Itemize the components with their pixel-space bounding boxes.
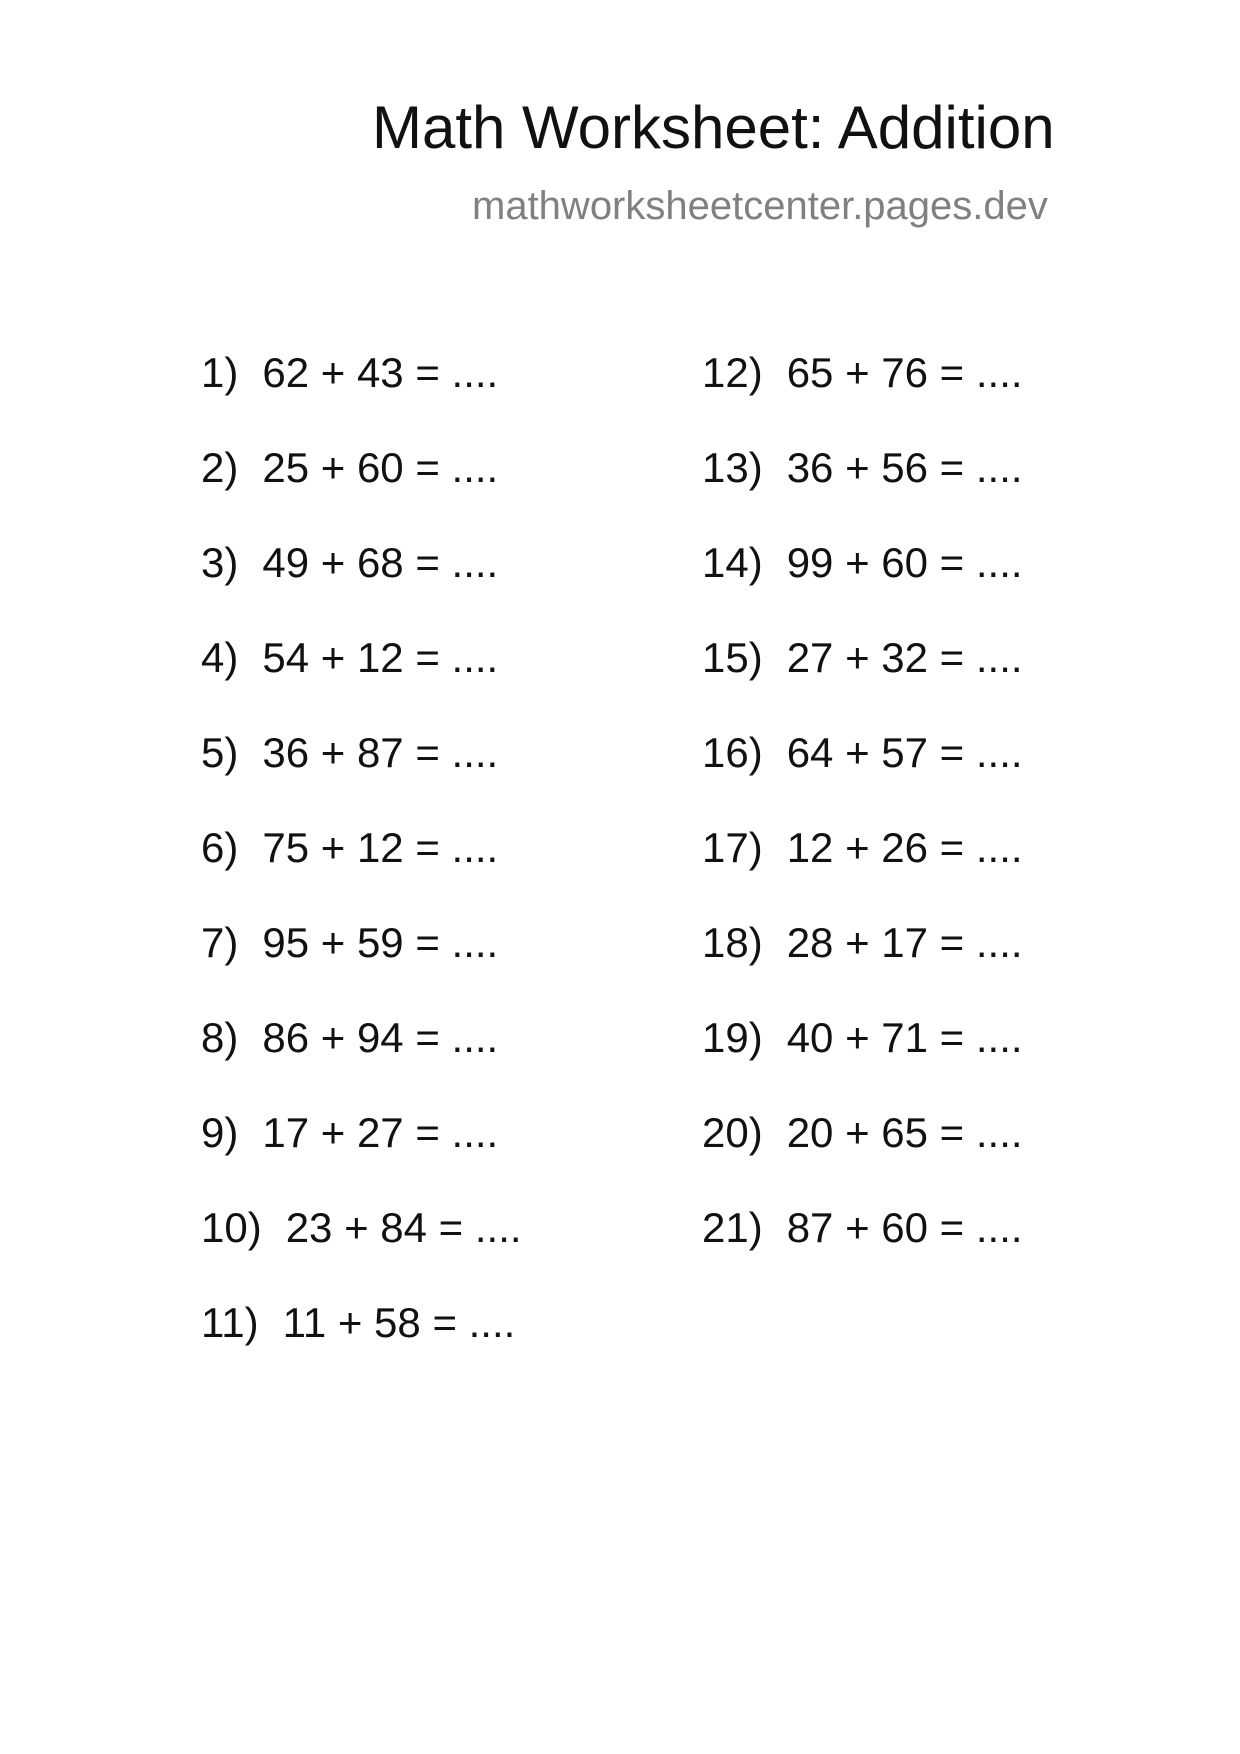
problem-item [201,1204,522,1302]
problems-right-column [702,349,1023,1302]
problem-item [702,1014,1023,1112]
problem-number: 16) [702,729,763,776]
problem-item [201,824,522,922]
problem-item [201,349,522,447]
problem-item [702,1109,1023,1207]
problem-number: 19) [702,1014,763,1061]
problem-item [201,539,522,637]
worksheet-source: mathworksheetcenter.pages.dev [472,184,1048,228]
problem-expression: 36 + 87 = .... [262,729,499,776]
problem-item [201,634,522,732]
problem-expression: 95 + 59 = .... [262,919,499,966]
problem-expression: 28 + 17 = .... [786,919,1023,966]
problem-item [201,919,522,1017]
problem-number: 17) [702,824,763,871]
problem-number: 20) [702,1109,763,1156]
problem-number: 6) [201,824,239,871]
problem-number: 14) [702,539,763,586]
problem-number: 18) [702,919,763,966]
problem-expression: 40 + 71 = .... [786,1014,1023,1061]
problem-expression: 54 + 12 = .... [262,634,499,681]
problem-expression: 86 + 94 = .... [262,1014,499,1061]
problem-expression: 25 + 60 = .... [262,444,499,491]
problems-left-column [201,349,522,1397]
problem-number: 9) [201,1109,239,1156]
problem-expression: 27 + 32 = .... [786,634,1023,681]
problem-item [702,1204,1023,1302]
problem-number: 11) [201,1299,259,1346]
problem-number: 10) [201,1204,262,1251]
problem-item [702,634,1023,732]
problem-expression: 65 + 76 = .... [786,349,1023,396]
problem-item [201,1014,522,1112]
problem-number: 3) [201,539,239,586]
problem-item [201,444,522,542]
problem-item [201,1299,522,1397]
problem-expression: 20 + 65 = .... [786,1109,1023,1156]
problem-number: 12) [702,349,763,396]
problem-expression: 62 + 43 = .... [262,349,499,396]
problem-number: 2) [201,444,239,491]
problem-expression: 36 + 56 = .... [786,444,1023,491]
problem-number: 15) [702,634,763,681]
problem-expression: 75 + 12 = .... [262,824,499,871]
problem-item [201,1109,522,1207]
problem-expression: 87 + 60 = .... [786,1204,1023,1251]
problem-expression: 49 + 68 = .... [262,539,499,586]
problem-number: 21) [702,1204,763,1251]
problem-item [702,349,1023,447]
problem-item [702,444,1023,542]
problem-number: 4) [201,634,239,681]
problem-number: 8) [201,1014,239,1061]
problem-number: 5) [201,729,239,776]
problem-item [702,824,1023,922]
problem-item [702,729,1023,827]
problem-item [201,729,522,827]
problem-expression: 23 + 84 = .... [285,1204,522,1251]
problem-number: 13) [702,444,763,491]
problem-item [702,539,1023,637]
problem-expression: 11 + 58 = .... [282,1299,516,1346]
problem-expression: 64 + 57 = .... [786,729,1023,776]
worksheet-title: Math Worksheet: Addition [372,94,1055,161]
problem-number: 7) [201,919,239,966]
problem-expression: 12 + 26 = .... [786,824,1023,871]
problem-expression: 99 + 60 = .... [786,539,1023,586]
problem-number: 1) [201,349,239,396]
problem-item [702,919,1023,1017]
problem-expression: 17 + 27 = .... [262,1109,499,1156]
